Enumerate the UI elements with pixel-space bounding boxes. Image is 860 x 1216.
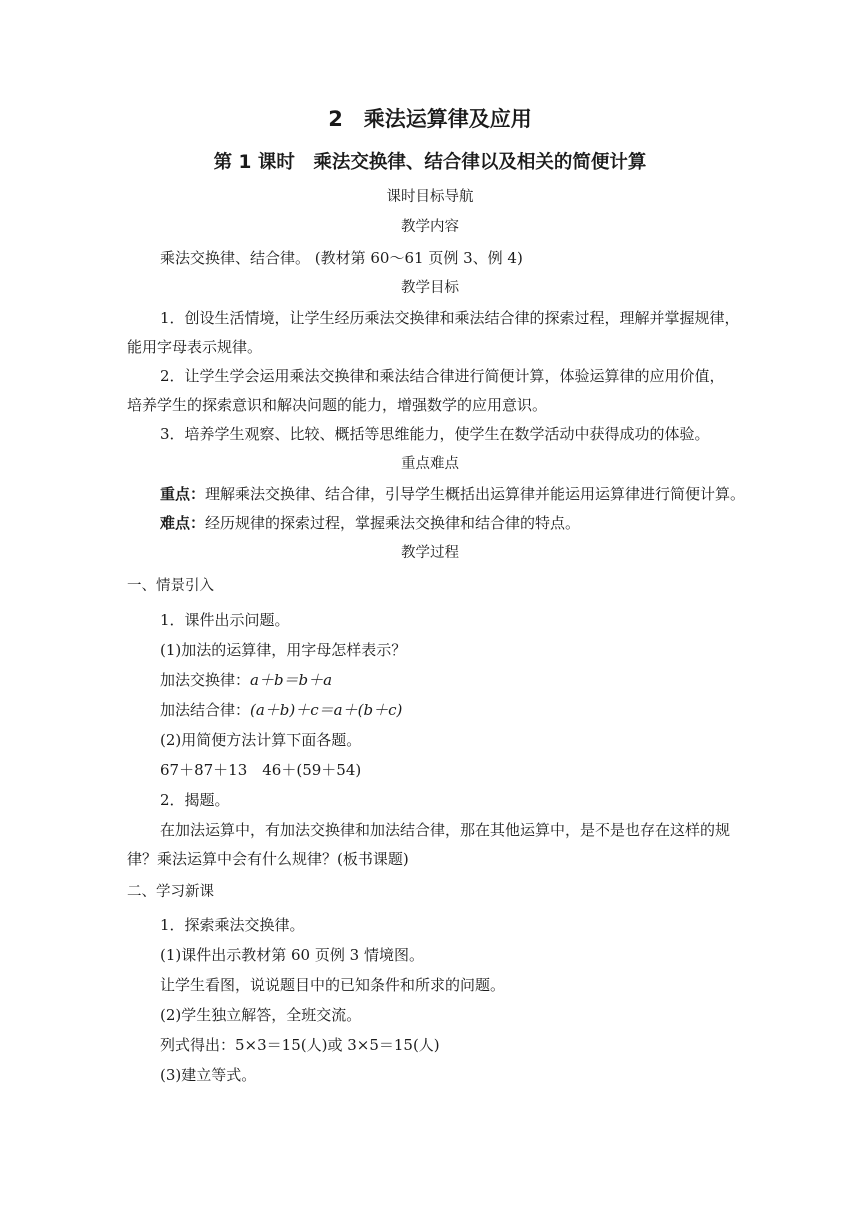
lesson-title: 2 乘法运算律及应用 <box>328 107 532 131</box>
objective-3: 3．培养学生观察、比较、概括等思维能力，使学生在数学活动中获得成功的体验。 <box>160 425 710 443</box>
key-points-heading: 重点难点 <box>401 456 459 472</box>
s2-step-2: (2)学生独立解答，全班交流。 <box>160 1006 362 1024</box>
key-point-text: 理解乘法交换律、结合律，引导学生概括出运算律并能运用运算律进行简便计算。 <box>205 485 746 503</box>
s1-commutative-label: 加法交换律： <box>160 671 251 689</box>
s2-step-1: (1)课件出示教材第 60 页例 3 情境图。 <box>160 946 424 964</box>
content-heading: 教学内容 <box>401 219 459 235</box>
s1-question-2: (2)用简便方法计算下面各题。 <box>160 731 362 749</box>
difficult-point-text: 经历规律的探索过程，掌握乘法交换律和结合律的特点。 <box>205 514 581 532</box>
s1-question-1: (1)加法的运算律，用字母怎样表示？ <box>160 641 407 659</box>
objective-2-line-1: 2．让学生学会运用乘法交换律和乘法结合律进行简便计算，体验运算律的应用价值， <box>160 367 725 385</box>
objective-2-line-2: 培养学生的探索意识和解决问题的能力，增强数学的应用意识。 <box>127 396 548 414</box>
difficult-point-label: 难点： <box>160 514 206 532</box>
s1-commutative-formula: a＋b＝b＋a <box>250 671 333 689</box>
lesson-subtitle: 第 1 课时 乘法交换律、结合律以及相关的简便计算 <box>213 152 647 173</box>
key-point <box>160 484 746 504</box>
objectives-heading: 教学目标 <box>401 280 459 296</box>
s2-step-2-text: 列式得出：5×3＝15(人)或 3×5＝15(人) <box>160 1036 440 1054</box>
s1-commutative <box>160 670 740 690</box>
difficult-point <box>160 513 740 533</box>
objective-1-line-1: 1．创设生活情境，让学生经历乘法交换律和乘法结合律的探索过程，理解并掌握规律， <box>160 309 740 327</box>
s1-associative-formula: (a＋b)＋c＝a＋(b＋c) <box>250 701 403 719</box>
objective-1-line-2: 能用字母表示规律。 <box>127 338 263 356</box>
key-point-label: 重点： <box>160 485 206 503</box>
process-heading: 教学过程 <box>401 545 459 561</box>
s1-item-2: 2．揭题。 <box>160 791 230 809</box>
s1-paragraph-line-2: 律？乘法运算中会有什么规律？(板书课题) <box>127 850 409 868</box>
nav-heading: 课时目标导航 <box>386 189 474 205</box>
s1-associative-label: 加法结合律： <box>160 701 251 719</box>
s1-exercises: 67＋87＋13 46＋(59＋54) <box>160 761 362 779</box>
s2-step-3: (3)建立等式。 <box>160 1066 257 1084</box>
s1-associative <box>160 700 740 720</box>
s1-item-1: 1．课件出示问题。 <box>160 611 290 629</box>
s2-step-1-text: 让学生看图，说说题目中的已知条件和所求的问题。 <box>160 976 506 994</box>
s1-paragraph-line-1: 在加法运算中，有加法交换律和加法结合律，那在其他运算中，是不是也存在这样的规 <box>160 821 731 839</box>
content-text: 乘法交换律、结合律。 (教材第 60～61 页例 3、例 4) <box>160 249 523 267</box>
section-1-heading: 一、情景引入 <box>127 578 214 594</box>
s2-item-1: 1．探索乘法交换律。 <box>160 916 305 934</box>
section-2-heading: 二、学习新课 <box>127 884 214 900</box>
